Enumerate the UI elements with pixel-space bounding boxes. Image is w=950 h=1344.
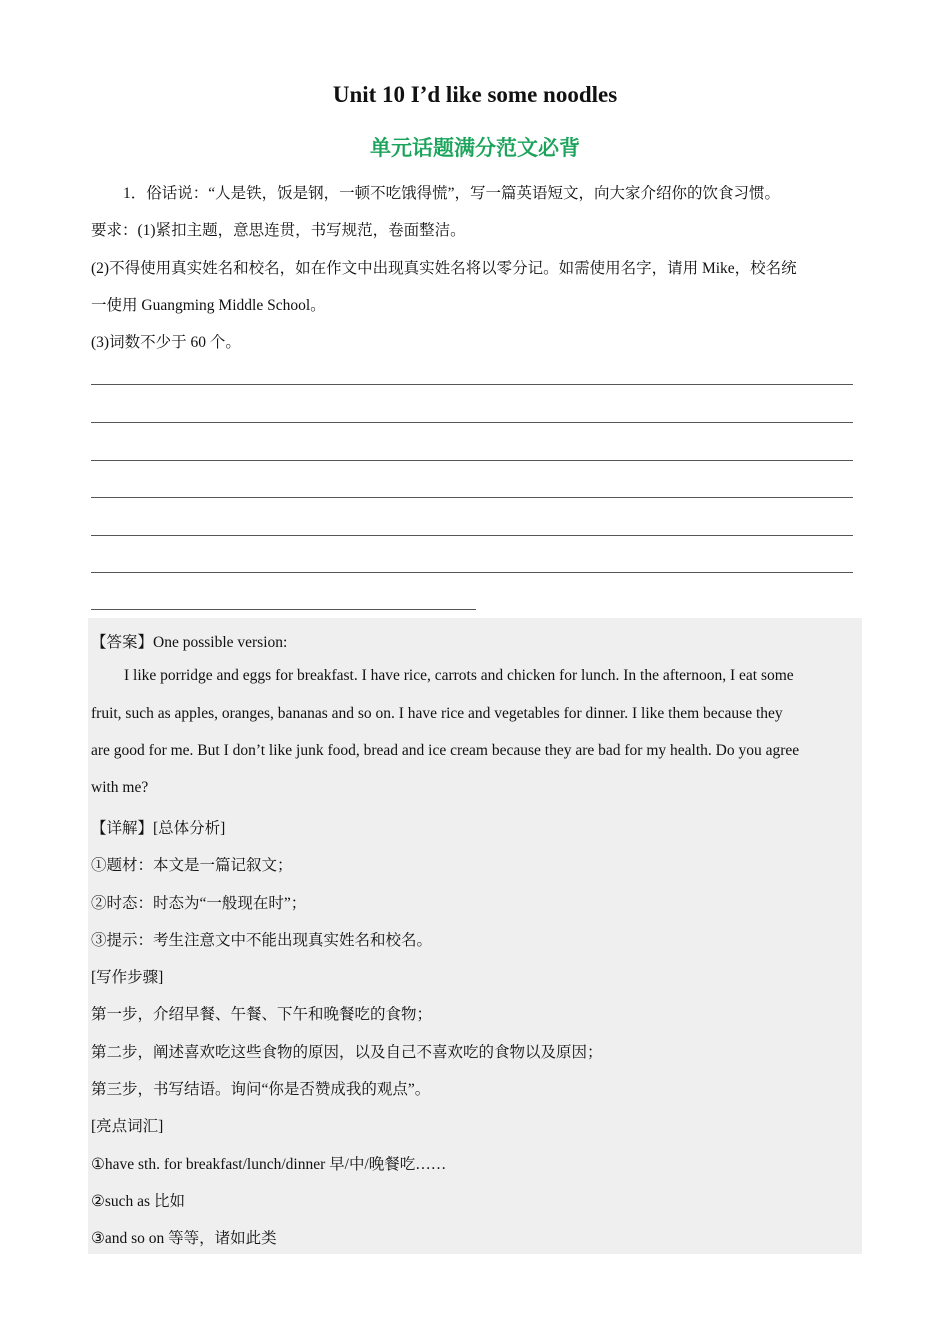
question-prompt: 1．俗话说：“人是铁，饭是钢，一顿不吃饿得慌”，写一篇英语短文，向大家介绍你的饮食习惯。 bbox=[123, 185, 781, 202]
answer-essay-line: fruit, such as apples, oranges, bananas and so on. I have rice and vegetables for dinner. I like them because they bbox=[91, 705, 783, 722]
step-item: 第三步，书写结语。询问“你是否赞成我的观点”。 bbox=[91, 1081, 431, 1098]
analysis-item: ①题材：本文是一篇记叙文； bbox=[91, 857, 293, 874]
answer-heading: 【答案】One possible version: bbox=[91, 634, 288, 651]
vocab-item: ②such as 比如 bbox=[91, 1193, 185, 1210]
page-subtitle: 单元话题满分范文必背 bbox=[370, 136, 580, 160]
requirement-2-cont: 一使用 Guangming Middle School。 bbox=[91, 297, 326, 314]
answer-writing-line bbox=[91, 384, 853, 385]
requirement-2: (2)不得使用真实姓名和校名，如在作文中出现真实姓名将以零分记。如需使用名字，请用 Mike，校名统 bbox=[91, 260, 797, 277]
step-item: 第一步，介绍早餐、午餐、下午和晚餐吃的食物； bbox=[91, 1006, 433, 1023]
vocab-item: ③and so on 等等，诸如此类 bbox=[91, 1230, 277, 1247]
page-title: Unit 10 I’d like some noodles bbox=[332, 82, 618, 107]
analysis-heading: 【详解】[总体分析] bbox=[91, 820, 226, 837]
answer-writing-line bbox=[91, 535, 853, 536]
answer-essay-line: are good for me. But I don’t like junk food, bread and ice cream because they are bad for my health. Do you agree bbox=[91, 742, 800, 759]
answer-writing-line bbox=[91, 460, 853, 461]
answer-writing-line bbox=[91, 572, 853, 573]
step-item: 第二步，阐述喜欢吃这些食物的原因，以及自己不喜欢吃的食物以及原因； bbox=[91, 1044, 603, 1061]
analysis-item: ②时态：时态为“一般现在时”； bbox=[91, 895, 307, 912]
requirement-3: (3)词数不少于 60 个。 bbox=[91, 334, 241, 351]
answer-writing-line bbox=[91, 609, 476, 610]
answer-essay-line: with me? bbox=[91, 779, 149, 796]
vocab-item: ①have sth. for breakfast/lunch/dinner 早/中/晚餐吃…… bbox=[91, 1156, 447, 1173]
answer-writing-line bbox=[91, 497, 853, 498]
answer-essay-line: I like porridge and eggs for breakfast. I have rice, carrots and chicken for lunch. In the afternoon, I eat some bbox=[124, 667, 794, 684]
steps-heading: [写作步骤] bbox=[91, 969, 164, 986]
requirement-1: 要求：(1)紧扣主题，意思连贯，书写规范，卷面整洁。 bbox=[91, 222, 466, 239]
vocab-heading: [亮点词汇] bbox=[91, 1118, 164, 1135]
answer-writing-line bbox=[91, 422, 853, 423]
analysis-item: ③提示：考生注意文中不能出现真实姓名和校名。 bbox=[91, 932, 433, 949]
